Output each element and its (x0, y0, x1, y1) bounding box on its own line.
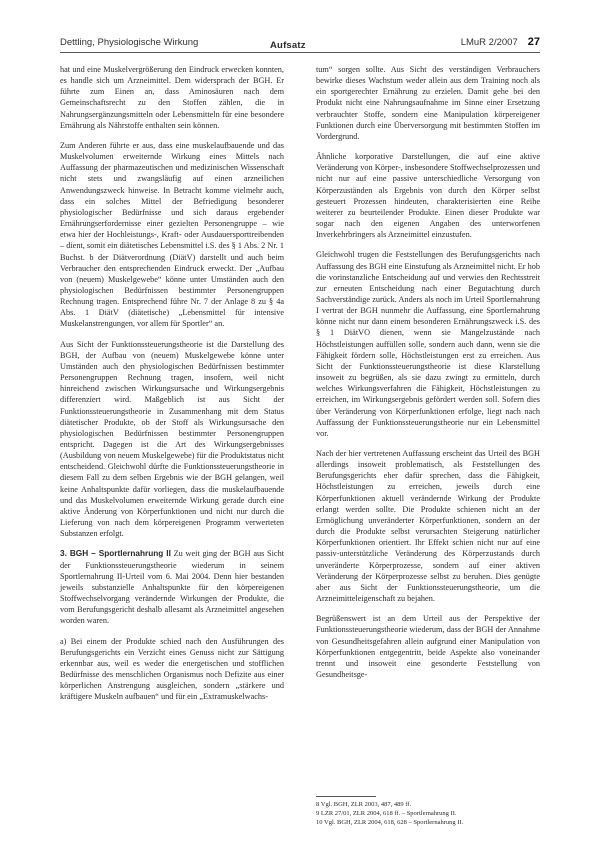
running-header-author: Dettling, Physiologische Wirkung (60, 37, 199, 48)
paragraph: tum“ sorgen sollte. Aus Sicht des verständigen Verbrauchers bewirke dieses Wachstum weder allein aus dem Training noch als ein sportgerechter Ernährung zu erzielen. Damit gehe bei den Produkt nicht eine Nahrungsaufnahme im Sinne einer Ersetzung verbrauchter Stoffe, sondern eine Manipulation körpereigener Funktionen durch eine Überversorgung mit bestimmten Stoffen im Vordergrund. (316, 65, 540, 141)
paragraph: Aus Sicht der Funktionssteuerungstheorie ist die Darstellung des BGH, der Aufbau von (neuem) Muskelgewebe könne unter Umständen auch den physiologischen Bedürfnissen bestimmter Personengruppen Rechnung tragen, insofern, weil nicht hinreichend zwischen Wirkungsursache und Wirkungsergebnis differenziert wird. Maßgeblich ist aus Sicht der Funktionssteuerungstheorie in Zusammenhang mit dem Status diätetischer Produkte, ob der Stoff als Wirkungsursache den physiologischen Bedürfnissen bestimmter Personengruppen entspricht. Dagegen ist die Art des Wirkungsergebnisses (Ausbildung von neuem Muskelgewebe) für die Produktstatus nicht entscheidend. Gleichwohl dürfte die Funktionssteuerungstheorie in diesem Fall zu dem selben Ergebnis wie der BGH gelangen, weil keine Anhaltspunkte dafür vorliegen, dass die muskelaufbauende und das Muskelvolumen erweiternde Wirkung gerade durch eine aktive Änderung von Körperfunktionen und nicht nur durch die Lieferung von nach dem körpereigenen Programm verwerteten Substanzen erfolgt. (60, 339, 284, 539)
journal-info (461, 36, 540, 48)
paragraph: Gleichwohl trugen die Feststellungen des Berufungsgerichts nach Auffassung des BGH eine Einstufung als Arzneimittel nicht. Er hob die vorinstanzliche Entscheidung auf und verwies den Rechtsstreit zur erneuten Entscheidung nach einer Begutachtung durch Sachverständige zurück. Anders als noch im Urteil Sportlernahrung I vertrat der BGH nunmehr die Auffassung, eine Sportlernahrung könne nicht nur dann einem besonderen Ernährungszweck i.S. des § 1 DiätVO dienen, wenn sie Mangelzustände nach Höchstleistungen auffüllen solle, sondern auch dann, wenn sie die Fähigkeit fördern solle, Höchstleistungen erst zu erreichen. Aus Sicht der Funktionssteuerungstheorie ist diese Klarstellung insoweit zu begrüßen, als sie dazu zwingt zu ermitteln, durch welches Wirkungsverfahren die Fähigkeit, Höchstleistungen zu erreichen, im Wirkungsergebnis gefördert werden soll. Sofern dies über Veränderung von Körperfunktionen erfolge, liegt nach nach Auffassung der Funktionssteuerungstheorie nur ein Lebensmittel vor. (316, 250, 540, 438)
page-header (60, 34, 540, 56)
paragraph: Begrüßenswert ist an dem Urteil aus der Perspektive der Funktionssteuerungstheorie wiederum, dass der BGH der Annahme von Gesundheitsgefahren allein aufgrund einer Manipulation von Körperfunktionen entgegentritt, beide Aspekte also voneinander trennt und insoweit eine gesonderte Feststellung von Gesundheitsge- (316, 614, 540, 679)
paragraph: Ähnliche korporative Darstellungen, die auf eine aktive Veränderung von Körper-, insbesondere Stoffwechselprozessen und nicht nur auf eine passive unterschiedliche Versorgung von Körperzuständen als Ergebnis von durch den Körper selbst gesteuert Prozessen hindeuten, charakterisierten eine Reihe weiterer zu beurteilender Produkte. Einen dieser Produkte war sogar nach den eigenen Angaben des unterworfenen Inverkehrbringers als Arzneimittel einzustufen. (316, 152, 540, 240)
header-rule (60, 52, 540, 53)
paragraph: Zum Anderen führte er aus, dass eine muskelaufbauende und das Muskelvolumen erweiternde Wirkung eines Mittels nach Auffassung der pharmazeutischen und medizinischen Wissenschaft nicht stets und zwangsläufig auf einen arzneilichen Anwendungszweck hinweise. In Betracht komme vielmehr auch, dass ein solches Mittel der Befriedigung besonderer physiologischer Bedürfnisse und sich daraus ergebender Ernährungserfordernisse einer gezielten Personengruppe – wie etwa hier der Hochleistungs-, Kraft- oder Ausdauersporttreibenden – dient, somit ein diätetisches Lebensmittel i.S. des § 1 Abs. 2 Nr. 1 Buchst. b der Diätverordnung (DiätV) darstellt und auch beim Verbraucher den entsprechenden Eindruck erweckt. Der „Aufbau von (neuem) Muskelgewebe“ könne unter Umständen auch den physiologischen Bedürfnissen bestimmter Personengruppen Rechnung tragen. Entsprechend führe Nr. 7 der Anlage 8 zu § 4a Abs. 1 DiätV (diätetische) „Lebensmittel für intensive Muskelanstrengungen, vor allem für Sportler“ an. (60, 140, 284, 329)
footnote-rule (316, 796, 376, 797)
right-column (316, 64, 540, 680)
paragraph: Nach der hier vertretenen Auffassung erscheint das Urteil des BGH allerdings insoweit problematisch, als Feststellungen des Berufungsgerichts eher dafür sprechen, dass die Fähigkeit, Höchstleistungen zu erreichen, jeweils durch eine Körperfunktionen aktuell verändernde Wirkung der Produkte erlangt werden sollte. Die Produkte schienen nicht an der Ermöglichung unveränderter Körperfunktionen, sondern an der durch die Produkte selbst verursachten Steigerung natürlicher Körperfunktionen orientiert. Ihr Effekt schien nicht nur auf eine passiv-unterstützliche Veränderung des Körperzustands durch unveränderte Körperprozesse, sondern auf einer aktiven Veränderung der Körperprozesse selbst zu beruhen. Dies genügte aber aus Sicht der Funktionssteuerungstheorie, um die Arzneimitteleigenschaft zu bejahen. (316, 449, 540, 604)
footnote: 9 LZR 27/01, ZLR 2004, 618 ff. – Sportlernahrung II. (316, 810, 457, 817)
section-heading: 3. BGH – Sportlernahrung II (60, 549, 171, 559)
section-paragraph (60, 548, 284, 626)
footnote: 10 Vgl. BGH, ZLR 2004, 618, 628 – Sportlernahrung II. (316, 819, 464, 826)
paragraph: a) Bei einem der Produkte schied nach den Ausführungen des Berufungsgerichts ein Verzicht eines Genuss nicht zur Sättigung erkennbar aus, weil es weder die energetischen und stofflichen Bedürfnisse des menschlichen Organismus noch Defizite aus einer körperlichen Anstrengung ausgleichen, sondern „stärkere und kräftigere Muskeln aufbauen“ und für ein „Extramuskelwachs- (60, 636, 284, 702)
left-column (60, 64, 284, 702)
page-number: 27 (527, 36, 540, 48)
footnotes (316, 796, 540, 827)
journal-issue: LMuR 2/2007 (460, 37, 518, 48)
section-label: Aufsatz (270, 40, 306, 51)
paragraph: hat und eine Muskelvergrößerung den Eindruck erwecken konnten, es handle sich um Arzneimittel. Dem widersprach der BGH. Er führte zum Einen an, dass Aminosäuren nach dem Gemeinschaftsrecht zu den Stoffen zählen, die in Nahrungsergänzungsmitteln oder Lebensmitteln für eine besondere Ernährung als Nährstoffe enthalten sein können. (60, 65, 284, 130)
section-text: Zu weit ging der BGH aus Sicht der Funktionssteuerungstheorie wiederum in seinem Sportlernahrung II-Urteil vom 6. Mai 2004. Denn hier bestanden jeweils substanzielle Anhaltspunkte für den körpereigenen Stoffwechselvorgang verändernde Wirkungen der Produkte, die vom Berufungsgericht deshalb allesamt als Arzneimittel angesehen worden waren. (60, 549, 285, 626)
footnote: 8 Vgl. BGH, ZLR 2003, 487, 489 ff. (316, 801, 412, 808)
